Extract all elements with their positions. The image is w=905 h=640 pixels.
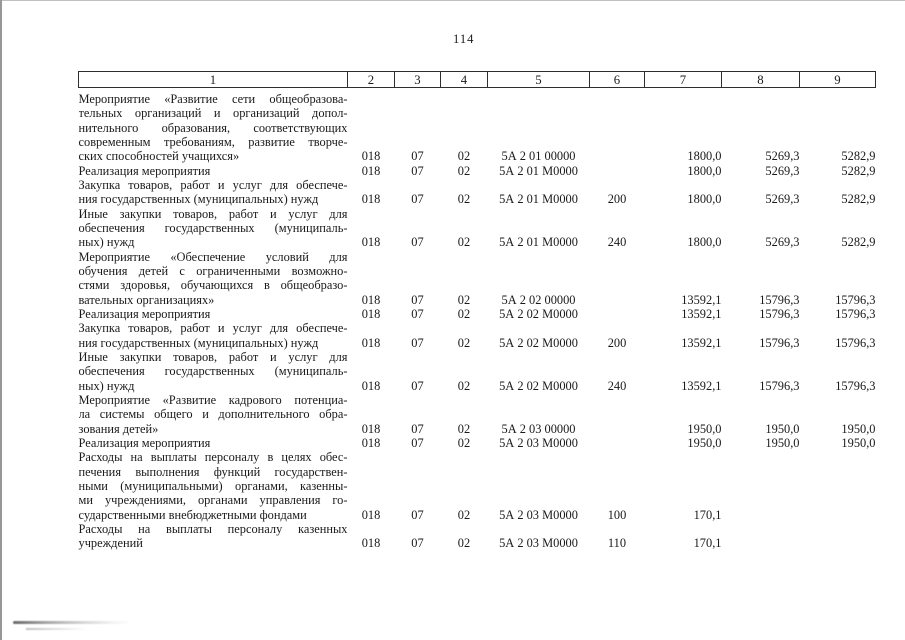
cell-col9: 5282,9 (841, 192, 876, 207)
description-line: ских способностей учащихся» (78, 149, 240, 164)
cell-col8: 5269,3 (765, 192, 800, 207)
cell-col6: 200 (607, 192, 627, 207)
row-description (79, 436, 348, 450)
cell-col5: 5А 2 01 М0000 (499, 192, 578, 207)
cell-col2: 018 (361, 507, 381, 522)
cell-col3: 07 (411, 335, 424, 350)
row-description (79, 88, 348, 164)
cell-col4: 02 (457, 435, 471, 450)
cell-col6: 110 (607, 536, 627, 551)
cell-col8: 1950,0 (765, 421, 800, 436)
cell-col6 (590, 436, 645, 450)
cell-col4: 02 (457, 507, 471, 522)
cell-col9 (800, 450, 876, 522)
cell-col5: 5А 2 02 М0000 (499, 306, 578, 321)
cell-col4: 02 (457, 163, 471, 178)
cell-col9: 1950,0 (841, 421, 876, 436)
column-header: 7 (645, 72, 722, 88)
description-line: Иные закупки товаров, работ и услуг для (78, 349, 348, 364)
description-line: Мероприятие «Развитие сети общеобразова- (78, 92, 348, 106)
description-line: зования детей» (78, 421, 159, 436)
cell-col4: 02 (457, 536, 471, 551)
cell-col3: 07 (411, 378, 424, 393)
column-header: 5 (488, 72, 590, 88)
cell-col3: 07 (411, 163, 424, 178)
column-header: 1 (79, 72, 348, 88)
description-line: обеспечения государственных (муниципаль- (78, 220, 348, 235)
cell-col9: 1950,0 (841, 435, 876, 450)
description-line: Закупка товаров, работ и услуг для обеспече- (78, 177, 348, 192)
cell-col9 (800, 522, 876, 551)
cell-col5: 5А 2 03 М0000 (499, 435, 578, 450)
cell-col6: 240 (607, 378, 627, 393)
cell-col8: 1950,0 (765, 435, 800, 450)
cell-col6 (590, 307, 645, 321)
table-row (79, 436, 876, 450)
table-row (79, 393, 876, 436)
cell-col8 (722, 522, 800, 551)
description-line: вательных организациях» (78, 292, 215, 307)
table-row (79, 450, 876, 522)
row-description (79, 450, 348, 522)
cell-col7: 13592,1 (681, 335, 722, 350)
cell-col7: 13592,1 (681, 378, 722, 393)
cell-col7: 170,1 (693, 536, 722, 551)
description-line: ных) нужд (78, 235, 135, 250)
description-line: ния государственных (муниципальных) нужд (78, 335, 319, 350)
description-line: стями здоровья, обучающихся в общеобразо- (78, 278, 348, 293)
cell-col2: 018 (361, 235, 381, 250)
description-line: нительного образования, соответствующих (78, 120, 348, 135)
cell-col9: 15796,3 (835, 378, 876, 393)
row-description (79, 207, 348, 250)
row-description (79, 393, 348, 436)
cell-col9: 5282,9 (841, 163, 876, 178)
cell-col3: 07 (411, 149, 424, 164)
cell-col7: 1950,0 (687, 421, 722, 436)
cell-col2: 018 (361, 163, 381, 178)
cell-col9: 5282,9 (841, 235, 876, 250)
cell-col4: 02 (457, 335, 471, 350)
description-line: обучения детей с ограниченными возможно- (78, 263, 348, 278)
cell-col2: 018 (361, 421, 381, 436)
description-line: ния государственных (муниципальных) нужд (78, 192, 319, 207)
table-header-row (79, 72, 876, 88)
row-description (79, 307, 348, 321)
column-header: 9 (800, 72, 876, 88)
row-description (79, 250, 348, 307)
column-header: 6 (590, 72, 645, 88)
description-line: печения выполнения функций государствен- (78, 464, 348, 479)
cell-col3: 07 (411, 435, 424, 450)
row-description (79, 178, 348, 207)
table-row (79, 321, 876, 350)
description-line: Иные закупки товаров, работ и услуг для (78, 206, 348, 221)
cell-col2: 018 (361, 435, 381, 450)
cell-col7: 1800,0 (687, 192, 722, 207)
description-line: современным требованиям, развитие творче- (78, 134, 348, 149)
table-body (79, 88, 876, 551)
cell-col8: 15796,3 (759, 306, 800, 321)
cell-col8: 15796,3 (759, 378, 800, 393)
cell-col2: 018 (361, 335, 381, 350)
cell-col7: 13592,1 (681, 306, 722, 321)
column-header: 4 (441, 72, 488, 88)
table-row (79, 207, 876, 250)
cell-col7: 170,1 (693, 507, 722, 522)
cell-col5: 5А 2 01 М0000 (499, 235, 578, 250)
scan-smudge-artifact (13, 621, 131, 624)
cell-col3: 07 (411, 292, 424, 307)
cell-col3: 07 (411, 235, 424, 250)
cell-col3: 07 (411, 192, 424, 207)
cell-col8: 5269,3 (765, 235, 800, 250)
cell-col5: 5А 2 03 М0000 (499, 507, 578, 522)
description-line: Мероприятие «Развитие кадрового потенциа- (78, 392, 348, 407)
description-line: Мероприятие «Обеспечение условий для (78, 249, 348, 264)
row-description (79, 522, 348, 551)
column-header: 2 (348, 72, 395, 88)
cell-col4: 02 (457, 149, 471, 164)
row-description (79, 321, 348, 350)
table-row (79, 164, 876, 178)
cell-col2: 018 (361, 292, 381, 307)
cell-col2: 018 (361, 536, 381, 551)
cell-col3: 07 (411, 536, 424, 551)
cell-col6: 100 (607, 507, 627, 522)
description-line: ных) нужд (78, 378, 135, 393)
description-line: Закупка товаров, работ и услуг для обеспече- (78, 321, 348, 336)
row-description (79, 164, 348, 178)
cell-col8: 5269,3 (765, 163, 800, 178)
cell-col7: 1950,0 (687, 435, 722, 450)
cell-col5: 5А 2 03 М0000 (499, 536, 578, 551)
cell-col4: 02 (457, 421, 471, 436)
description-line: Реализация мероприятия (78, 163, 211, 178)
cell-col6 (590, 164, 645, 178)
cell-col2: 018 (361, 306, 381, 321)
description-line: ными (муниципальными) органами, казенны- (78, 478, 348, 493)
cell-col2: 018 (361, 192, 381, 207)
cell-col4: 02 (457, 192, 471, 207)
description-line: учреждений (78, 536, 143, 551)
scan-smudge-artifact-small (26, 628, 88, 630)
cell-col3: 07 (411, 507, 424, 522)
row-description (79, 350, 348, 393)
description-line: Реализация мероприятия (78, 435, 211, 450)
description-line: обеспечения государственных (муниципаль- (78, 364, 348, 379)
cell-col5: 5А 2 01 М0000 (499, 163, 578, 178)
cell-col2: 018 (361, 149, 381, 164)
cell-col4: 02 (457, 235, 471, 250)
description-line: ми учреждениями, органами управления го- (78, 493, 348, 508)
cell-col7: 1800,0 (687, 163, 722, 178)
cell-col5: 5А 2 03 00000 (501, 421, 576, 436)
table-row (79, 88, 876, 164)
cell-col9: 5282,9 (841, 149, 876, 164)
page-number: 114 (453, 32, 475, 46)
cell-col5: 5А 2 01 00000 (501, 149, 576, 164)
table-row (79, 522, 876, 551)
cell-col4: 02 (457, 292, 471, 307)
table-row (79, 178, 876, 207)
description-line: Реализация мероприятия (78, 306, 211, 321)
cell-col8: 5269,3 (765, 149, 800, 164)
table-row (79, 350, 876, 393)
cell-col6: 240 (607, 235, 627, 250)
cell-col3: 07 (411, 421, 424, 436)
cell-col6 (590, 393, 645, 436)
cell-col4: 02 (457, 306, 471, 321)
description-line: тельных организаций и организаций допол- (78, 106, 348, 121)
cell-col6 (590, 250, 645, 307)
cell-col9: 15796,3 (835, 335, 876, 350)
cell-col6 (590, 88, 645, 164)
cell-col2: 018 (361, 378, 381, 393)
cell-col9: 15796,3 (835, 306, 876, 321)
description-line: Расходы на выплаты персоналу казенных (78, 521, 348, 536)
cell-col5: 5А 2 02 М0000 (499, 378, 578, 393)
cell-col9: 15796,3 (835, 292, 876, 307)
cell-col8 (722, 450, 800, 522)
cell-col4: 02 (457, 378, 471, 393)
budget-table (78, 71, 876, 551)
cell-col5: 5А 2 02 00000 (501, 292, 576, 307)
cell-col6: 200 (607, 335, 627, 350)
description-line: ла системы общего и дополнительного обра- (78, 407, 348, 422)
description-line: сударственными внебюджетными фондами (78, 507, 307, 522)
cell-col8: 15796,3 (759, 292, 800, 307)
description-line: Расходы на выплаты персоналу в целях обес- (78, 450, 348, 465)
column-header: 8 (722, 72, 800, 88)
table-header (79, 72, 876, 88)
table-row (79, 307, 876, 321)
cell-col7: 13592,1 (681, 292, 722, 307)
cell-col5: 5А 2 02 М0000 (499, 335, 578, 350)
cell-col7: 1800,0 (687, 149, 722, 164)
cell-col3: 07 (411, 306, 424, 321)
cell-col7: 1800,0 (687, 235, 722, 250)
cell-col8: 15796,3 (759, 335, 800, 350)
column-header: 3 (395, 72, 441, 88)
table-row (79, 250, 876, 307)
